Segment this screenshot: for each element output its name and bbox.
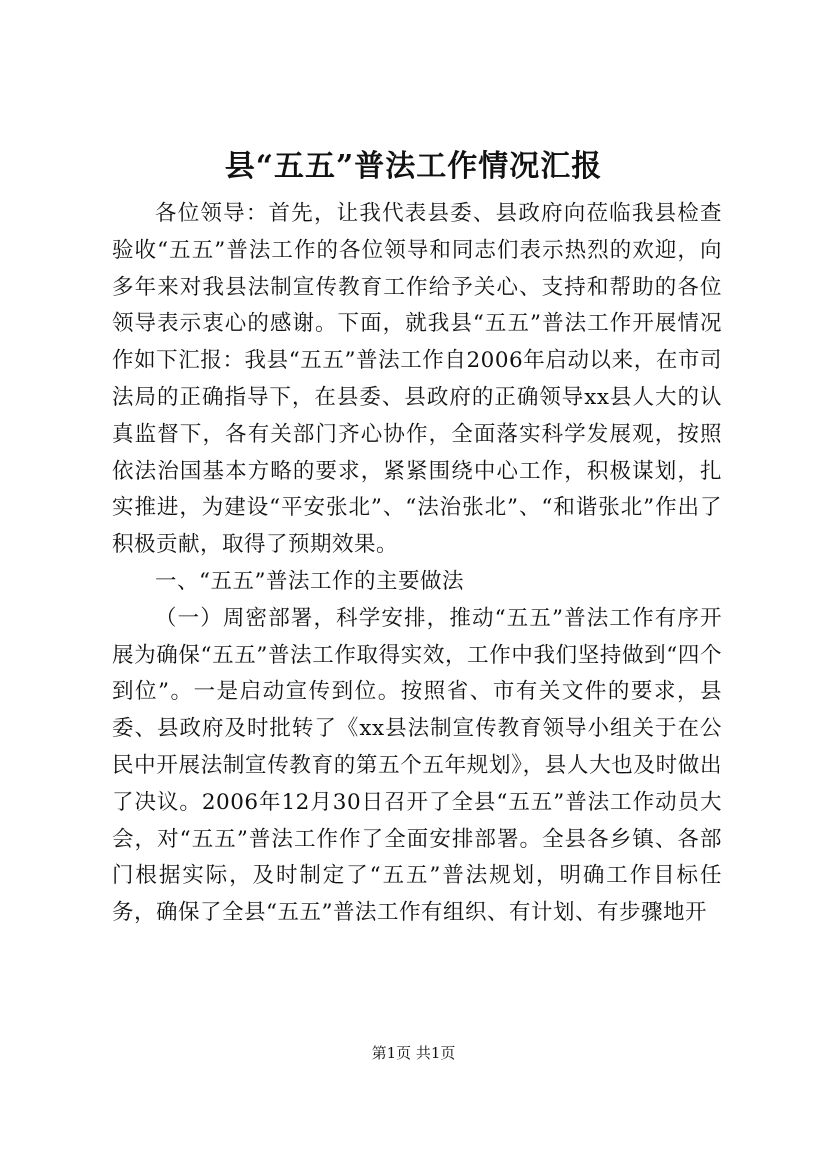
document-title: 县“五五”普法工作情况汇报 (224, 149, 603, 184)
page-footer: 第1页 共1页 (371, 1044, 456, 1062)
document-body (112, 196, 722, 932)
intro-paragraph: 各位领导：首先，让我代表县委、县政府向莅临我县检查验收“五五”普法工作的各位领导和同志们表示热烈的欢迎，向多年来对我县法制宣传教育工作给予关心、支持和帮助的各位领导表示衷心的感谢。下面，就我县“五五”普法工作开展情况作如下汇报：我县“五五”普法工作自2006年启动以来，在市司法局的正确指导下，在县委、县政府的正确领导xx县人大的认真监督下，各有关部门齐心协作，全面落实科学发展观，按照依法治国基本方略的要求，紧紧围绕中心工作，积极谋划，扎实推进，为建设“平安张北”、“法治张北”、“和谐张北”作出了积极贡献，取得了预期效果。 (112, 201, 722, 558)
subsection-paragraph: （一）周密部署，科学安排，推动“五五”普法工作有序开展为确保“五五”普法工作取得实效，工作中我们坚持做到“四个到位”。一是启动宣传到位。按照省、市有关文件的要求，县委、县政府及时批转了《xx县法制宣传教育领导小组关于在公民中开展法制宣传教育的第五个五年规划》，县人大也及时做出了决议。2006年12月30日召开了全县“五五”普法工作动员大会，对“五五”普法工作作了全面安排部署。全县各乡镇、各部门根据实际，及时制定了“五五”普法规划，明确工作目标任务，确保了全县“五五”普法工作有组织、有计划、有步骤地开 (112, 605, 722, 926)
section-heading: 一、“五五”普法工作的主要做法 (155, 568, 464, 594)
